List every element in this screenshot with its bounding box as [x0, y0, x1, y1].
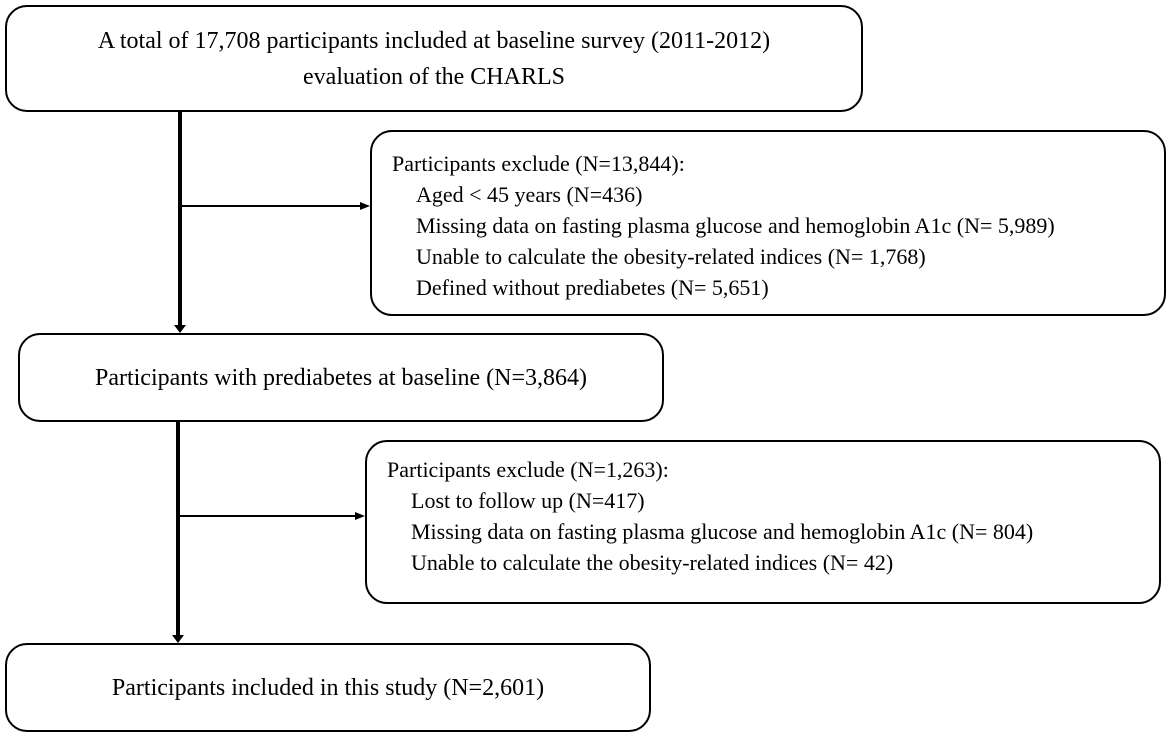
exclusion-2-item-missing-glucose: Missing data on fasting plasma glucose and hemoglobin A1c (N= 804) — [411, 519, 1034, 544]
exclusion-1-item-obesity-indices: Unable to calculate the obesity-related indices (N= 1,768) — [416, 244, 926, 269]
exclusion-1-item-age: Aged < 45 years (N=436) — [416, 182, 643, 207]
prediabetes-text: Participants with prediabetes at baseline (N=3,864) — [94, 364, 588, 391]
baseline-line-2: evaluation of the CHARLS — [303, 63, 565, 90]
exclusion-1-item-no-prediabetes: Defined without prediabetes (N= 5,651) — [416, 275, 769, 300]
arrow-down-1 — [174, 325, 186, 333]
exclusion-box-1 — [370, 130, 1166, 316]
baseline-box — [5, 5, 863, 112]
arrow-right-2 — [355, 512, 365, 520]
prediabetes-box — [18, 333, 664, 422]
baseline-line-1: A total of 17,708 participants included at baseline survey (2011-2012) — [97, 27, 771, 54]
exclusion-1-item-missing-glucose: Missing data on fasting plasma glucose and hemoglobin A1c (N= 5,989) — [416, 213, 1055, 238]
arrow-down-2 — [172, 635, 184, 643]
exclusion-2-item-lost-follow-up: Lost to follow up (N=417) — [411, 488, 645, 513]
exclusion-2-heading: Participants exclude (N=1,263): — [387, 457, 669, 482]
exclusion-2-item-obesity-indices: Unable to calculate the obesity-related indices (N= 42) — [411, 550, 894, 575]
final-included-box — [5, 643, 651, 732]
exclusion-1-heading: Participants exclude (N=13,844): — [392, 151, 685, 176]
final-included-text: Participants included in this study (N=2,601) — [111, 674, 545, 701]
arrow-right-1 — [360, 202, 370, 210]
exclusion-box-2 — [365, 440, 1161, 604]
